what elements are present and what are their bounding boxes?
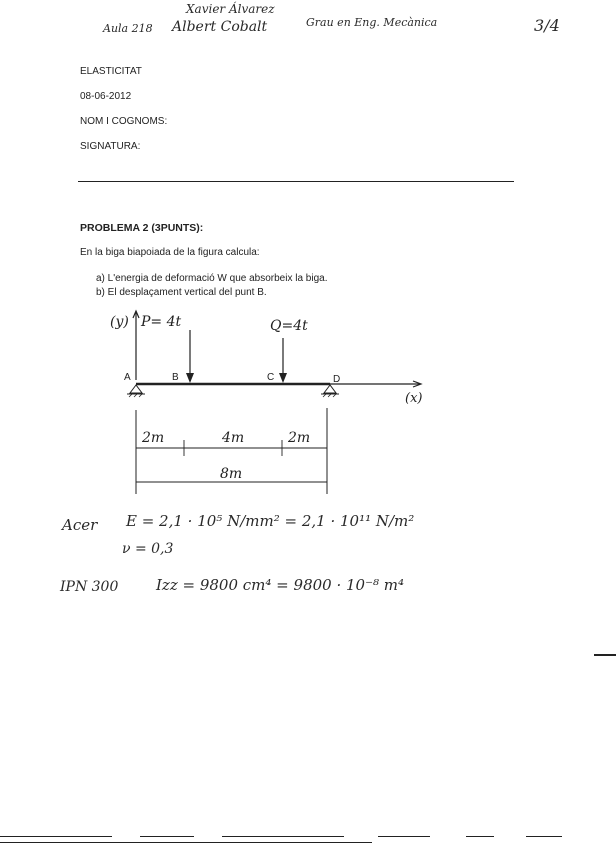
student-name-1: Xavier Álvarez xyxy=(186,2,275,16)
page-number: 3/4 xyxy=(534,16,560,35)
degree-label: Grau en Eng. Mecànica xyxy=(306,16,438,29)
problem-item-a: a) L'energia de deformació W que absorbeix la biga. xyxy=(96,273,328,284)
dim-cd-label: 2m xyxy=(288,430,311,446)
inertia-value: Izz = 9800 cm⁴ = 9800 · 10⁻⁸ m⁴ xyxy=(156,576,405,594)
bottom-line-7 xyxy=(0,842,372,843)
dim-total-label: 8m xyxy=(220,466,243,482)
load-p-label: P= 4t xyxy=(141,314,182,330)
point-d-label: D xyxy=(333,374,341,385)
profile-label: IPN 300 xyxy=(60,579,119,595)
support-a-icon xyxy=(127,385,145,397)
load-p-arrow-head xyxy=(186,373,194,383)
problem-item-b: b) El desplaçament vertical del punt B. xyxy=(96,287,267,298)
exam-date: 08-06-2012 xyxy=(80,91,132,102)
bottom-line-1 xyxy=(0,836,112,837)
x-axis-label: (x) xyxy=(405,391,423,406)
name-label: NOM I COGNOMS: xyxy=(80,116,168,127)
bottom-line-4 xyxy=(378,836,430,837)
support-d-icon xyxy=(321,385,339,397)
point-c-label: C xyxy=(267,372,275,383)
aula-label: Aula 218 xyxy=(103,22,153,35)
load-q-label: Q=4t xyxy=(270,318,308,334)
bottom-line-6 xyxy=(526,836,562,837)
bottom-line-2 xyxy=(140,836,194,837)
subject: ELASTICITAT xyxy=(80,66,142,77)
elastic-modulus: E = 2,1 · 10⁵ N/mm² = 2,1 · 10¹¹ N/m² xyxy=(126,512,415,530)
dim-ab-label: 2m xyxy=(142,430,165,446)
margin-mark xyxy=(594,654,616,656)
load-q-arrow-head xyxy=(279,373,287,383)
y-axis-label: (y) xyxy=(110,314,129,330)
problem-intro: En la biga biapoiada de la figura calcula: xyxy=(80,247,260,258)
poisson-ratio: ν = 0,3 xyxy=(122,541,174,557)
problem-title: PROBLEMA 2 (3PUNTS): xyxy=(80,222,204,234)
point-b-label: B xyxy=(172,372,179,383)
student-name-2: Albert Cobalt xyxy=(172,19,268,35)
bottom-line-5 xyxy=(466,836,494,837)
material-label: Acer xyxy=(62,516,98,534)
point-a-label: A xyxy=(124,372,131,383)
bottom-line-3 xyxy=(222,836,344,837)
signature-label: SIGNATURA: xyxy=(80,141,141,152)
dim-bc-label: 4m xyxy=(222,430,245,446)
